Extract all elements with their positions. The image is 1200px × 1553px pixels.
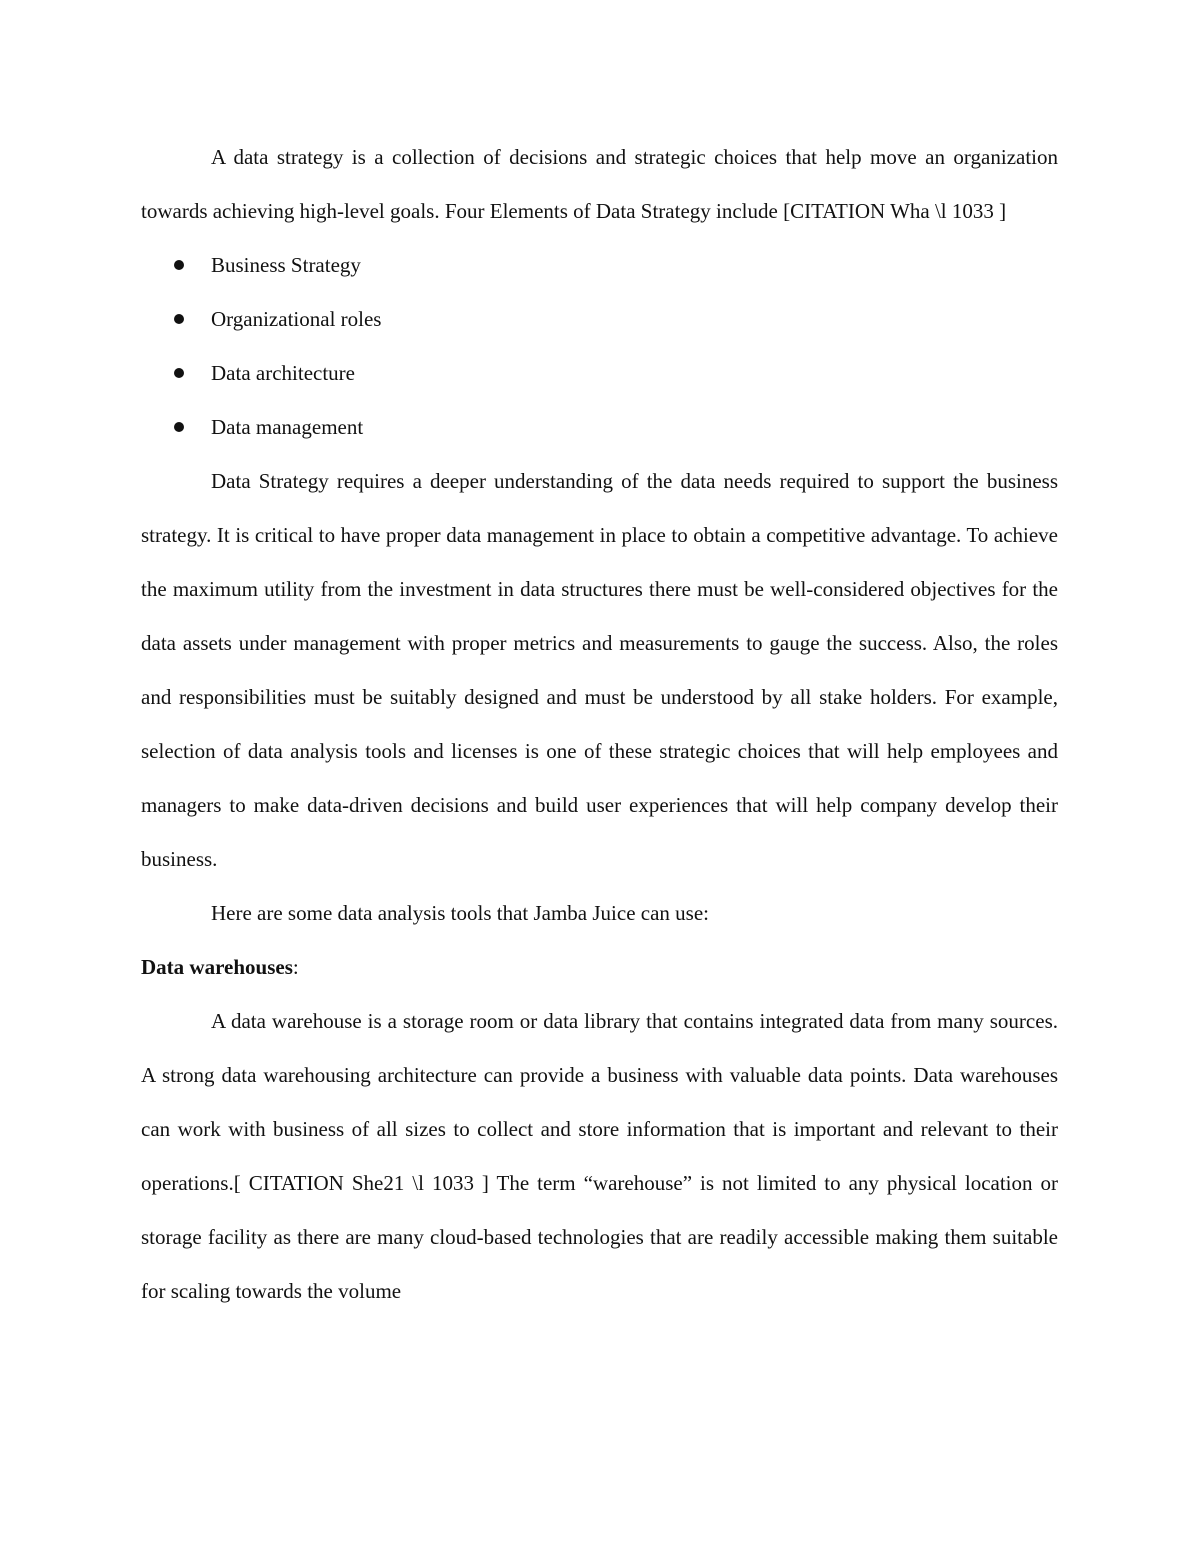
tools-intro-paragraph: Here are some data analysis tools that Jamba Juice can use:: [211, 901, 709, 925]
bullet-icon: [174, 368, 184, 378]
section-heading-title: Data warehouses: [141, 955, 293, 979]
bullet-icon: [174, 422, 184, 432]
list-item: [141, 292, 1058, 346]
list-item-text: Business Strategy: [211, 253, 361, 277]
intro-paragraph: A data strategy is a collection of decisions and strategic choices that help move an organization towards achieving high-level goals. Four Elements of Data Strategy include [CITATION Wha \l 1033 ]: [141, 145, 1058, 223]
section-heading: [141, 940, 1058, 994]
bullet-icon: [174, 314, 184, 324]
warehouse-paragraph: A data warehouse is a storage room or data library that contains integrated data from many sources. A strong data warehousing architecture can provide a business with valuable data points. Data warehouses can work with business of all sizes to collect and store information that is important and relevant to their operations.[ CITATION She21 \l 1033 ] The term “warehouse” is not limited to any physical location or storage facility as there are many cloud-based technologies that are readily accessible making them suitable for scaling towards the volume: [141, 1009, 1058, 1303]
list-item: [141, 346, 1058, 400]
list-item-text: Data architecture: [211, 361, 355, 385]
elements-list: [141, 238, 1058, 454]
list-item: [141, 238, 1058, 292]
strategy-paragraph: Data Strategy requires a deeper understanding of the data needs required to support the business strategy. It is critical to have proper data management in place to obtain a competitive advantage. To achieve the maximum utility from the investment in data structures there must be well-considered objectives for the data assets under management with proper metrics and measurements to gauge the success. Also, the roles and responsibilities must be suitably designed and must be understood by all stake holders. For example, selection of data analysis tools and licenses is one of these strategic choices that will help employees and managers to make data-driven decisions and build user experiences that will help company develop their business.: [141, 469, 1058, 871]
bullet-icon: [174, 260, 184, 270]
document-body: [141, 130, 1058, 1318]
list-item: [141, 400, 1058, 454]
list-item-text: Organizational roles: [211, 307, 382, 331]
section-heading-colon: :: [292, 955, 299, 979]
list-item-text: Data management: [211, 415, 364, 439]
